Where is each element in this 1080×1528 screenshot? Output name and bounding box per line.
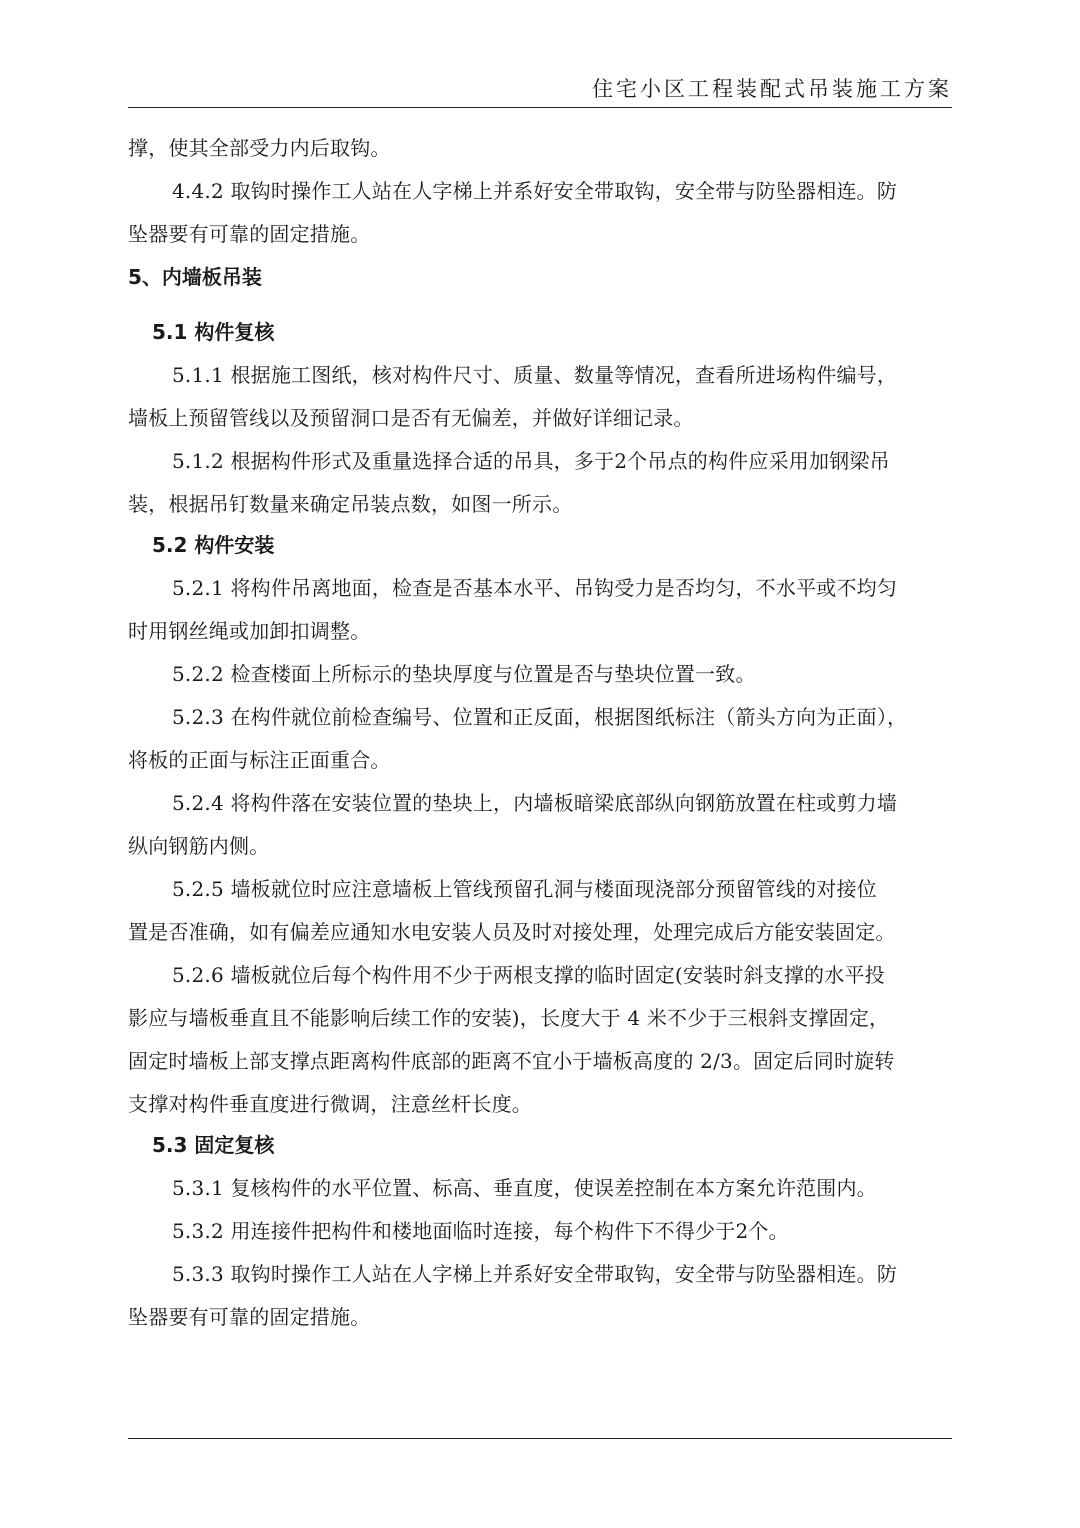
footer-divider [128, 1438, 952, 1439]
paragraph-line: 坠器要有可靠的固定措施。 [128, 1305, 371, 1329]
section-heading-5: 5、内墙板吊装 [128, 265, 262, 289]
paragraph-line: 5.2.2 检查楼面上所标示的垫块厚度与位置是否与垫块位置一致。 [172, 662, 756, 686]
paragraph-line: 撑，使其全部受力内后取钩。 [128, 136, 391, 160]
paragraph-line: 4.4.2 取钩时操作工人站在人字梯上并系好安全带取钩，安全带与防坠器相连。防 [172, 179, 898, 203]
paragraph-line: 5.2.3 在构件就位前检查编号、位置和正反面，根据图纸标注（箭头方向为正面）， [172, 705, 908, 729]
paragraph-line: 5.3.2 用连接件把构件和楼地面临时连接，每个构件下不得少于2个。 [172, 1219, 789, 1243]
paragraph-line: 5.2.6 墙板就位后每个构件用不少于两根支撑的临时固定(安装时斜支撑的水平投 [172, 963, 885, 987]
document-body [128, 128, 952, 1329]
paragraph-line: 装，根据吊钉数量来确定吊装点数，如图一所示。 [128, 492, 573, 516]
paragraph-line: 5.3.3 取钩时操作工人站在人字梯上并系好安全带取钩，安全带与防坠器相连。防 [172, 1262, 898, 1286]
paragraph-line: 5.2.1 将构件吊离地面，检查是否基本水平、吊钩受力是否均匀，不水平或不均匀 [172, 576, 898, 600]
page-header [128, 74, 952, 108]
subsection-heading-5-1: 5.1 构件复核 [152, 320, 275, 344]
paragraph-line: 纵向钢筋内侧。 [128, 834, 270, 858]
paragraph-line: 将板的正面与标注正面重合。 [128, 748, 391, 772]
paragraph-line: 置是否准确，如有偏差应通知水电安装人员及时对接处理，处理完成后方能安装固定。 [128, 920, 896, 944]
paragraph-line: 时用钢丝绳或加卸扣调整。 [128, 619, 371, 643]
paragraph-line: 墙板上预留管线以及预留洞口是否有无偏差，并做好详细记录。 [128, 406, 694, 430]
paragraph-line: 坠器要有可靠的固定措施。 [128, 222, 371, 246]
paragraph-line: 固定时墙板上部支撑点距离构件底部的距离不宜小于墙板高度的 2/3。固定后同时旋转 [128, 1049, 895, 1073]
paragraph-line: 支撑对构件垂直度进行微调，注意丝杆长度。 [128, 1092, 532, 1116]
paragraph-line: 影应与墙板垂直且不能影响后续工作的安装)，长度大于 4 米不少于三根斜支撑固定， [128, 1006, 890, 1030]
paragraph-line: 5.1.2 根据构件形式及重量选择合适的吊具，多于2个吊点的构件应采用加钢梁吊 [172, 449, 890, 473]
document-title: 住宅小区工程装配式吊装施工方案 [592, 77, 952, 101]
subsection-heading-5-3: 5.3 固定复核 [152, 1133, 275, 1157]
paragraph-line: 5.2.4 将构件落在安装位置的垫块上，内墙板暗梁底部纵向钢筋放置在柱或剪力墙 [172, 791, 898, 815]
header-divider [128, 107, 952, 108]
paragraph-line: 5.3.1 复核构件的水平位置、标高、垂直度，使误差控制在本方案允许范围内。 [172, 1176, 877, 1200]
paragraph-line: 5.2.5 墙板就位时应注意墙板上管线预留孔洞与楼面现浇部分预留管线的对接位 [172, 877, 877, 901]
subsection-heading-5-2: 5.2 构件安装 [152, 533, 275, 557]
paragraph-line: 5.1.1 根据施工图纸，核对构件尺寸、质量、数量等情况，查看所进场构件编号， [172, 363, 898, 387]
